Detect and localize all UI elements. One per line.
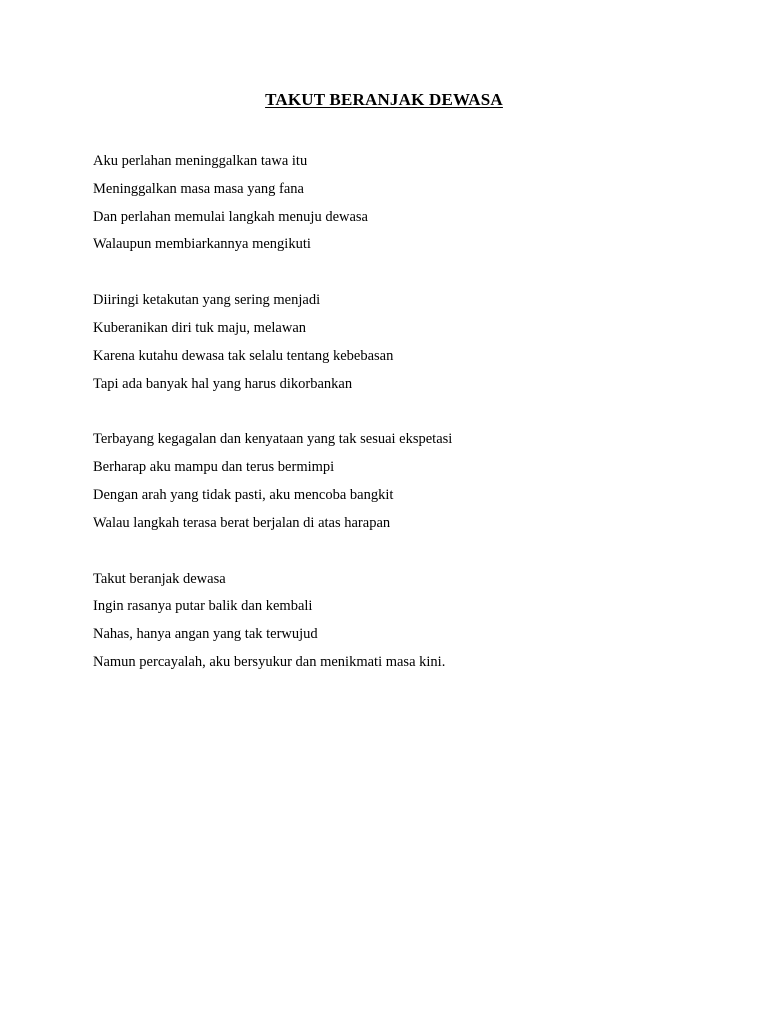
poem-line: Tapi ada banyak hal yang harus dikorbankan [93, 375, 353, 392]
stanza-1 [93, 148, 713, 259]
stanza-3 [93, 426, 713, 537]
stanza-2 [93, 287, 713, 398]
poem-line: Berharap aku mampu dan terus bermimpi [93, 459, 335, 476]
poem-line: Walaupun membiarkannya mengikuti [93, 236, 311, 253]
poem-body [93, 148, 713, 705]
poem-line: Takut beranjak dewasa [93, 570, 226, 587]
poem-line: Terbayang kegagalan dan kenyataan yang tak sesuai ekspetasi [93, 431, 453, 448]
poem-line: Dengan arah yang tidak pasti, aku mencoba bangkit [93, 486, 394, 503]
stanza-4 [93, 566, 713, 677]
poem-line: Nahas, hanya angan yang tak terwujud [93, 626, 318, 643]
poem-line: Diiringi ketakutan yang sering menjadi [93, 292, 321, 309]
document-title: TAKUT BERANJAK DEWASA [265, 90, 503, 109]
poem-line: Aku perlahan meninggalkan tawa itu [93, 153, 308, 169]
poem-line: Namun percayalah, aku bersyukur dan menikmati masa kini. [93, 653, 446, 670]
poem-line: Walau langkah terasa berat berjalan di atas harapan [93, 514, 391, 531]
poem-line: Ingin rasanya putar balik dan kembali [93, 598, 313, 615]
poem-line: Kuberanikan diri tuk maju, melawan [93, 319, 307, 336]
poem-line: Dan perlahan memulai langkah menuju dewasa [93, 208, 368, 225]
poem-line: Karena kutahu dewasa tak selalu tentang kebebasan [93, 347, 394, 364]
poem-line: Meninggalkan masa masa yang fana [93, 180, 304, 197]
